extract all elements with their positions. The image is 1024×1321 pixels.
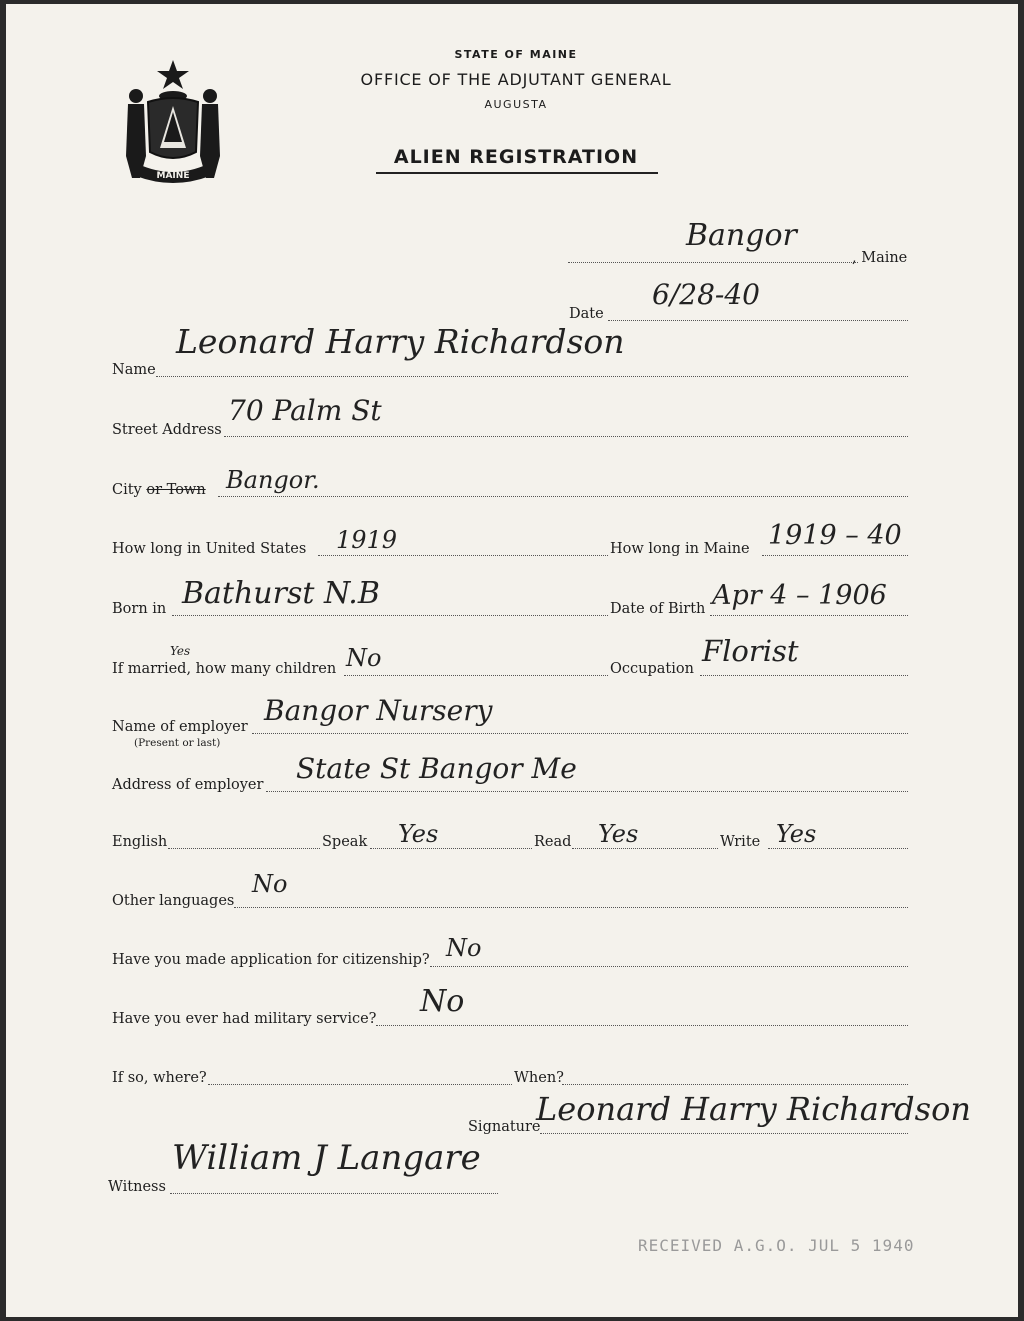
city-label-town: or Town [146,482,206,498]
street-label: Street Address [112,422,222,438]
city-label [112,482,206,498]
header-state: STATE OF MAINE [454,48,578,61]
read-line [572,848,718,849]
date-label: Date [569,306,604,322]
military-value[interactable]: No [420,984,465,1019]
occupation-label: Occupation [610,661,694,677]
other-languages-label: Other languages [112,893,235,909]
employer-address-label: Address of employer [112,777,264,793]
place-line [568,262,858,263]
us-years-value[interactable]: 1919 [336,526,398,554]
witness-label: Witness [108,1179,166,1195]
us-years-label: How long in United States [112,541,307,557]
header-office: OFFICE OF THE ADJUTANT GENERAL [360,70,672,89]
maine-years-label: How long in Maine [610,541,750,557]
speak-line [370,848,532,849]
citizenship-label: Have you made application for citizenship? [112,952,430,968]
employer-sublabel: (Present or last) [134,737,221,749]
seal-text: MAINE [156,171,190,181]
military-label: Have you ever had military service? [112,1011,377,1027]
employer-address-line [266,791,908,792]
street-value[interactable]: 70 Palm St [228,394,382,427]
read-label: Read [534,834,572,850]
city-value[interactable]: Bangor. [226,466,320,494]
born-line [172,615,608,616]
signature-line [540,1133,908,1134]
married-note: Yes [170,644,191,658]
state-of-maine-seal-icon [118,56,228,186]
read-value[interactable]: Yes [598,820,639,848]
write-label: Write [720,834,761,850]
name-value[interactable]: Leonard Harry Richardson [176,322,625,361]
received-stamp: RECEIVED A.G.O. JUL 5 1940 [638,1236,915,1255]
where-line [208,1084,512,1085]
born-label: Born in [112,601,167,617]
signature-value[interactable]: Leonard Harry Richardson [536,1090,971,1128]
speak-label: Speak [322,834,368,850]
occupation-value[interactable]: Florist [702,634,799,668]
military-line [376,1025,908,1026]
married-line [344,675,608,676]
citizenship-line [430,966,908,967]
witness-value[interactable]: William J Langare [172,1138,481,1178]
other-languages-line [234,907,908,908]
married-value[interactable]: No [346,644,382,672]
married-label: If married, how many children [112,661,337,677]
city-line [218,496,908,497]
english-line [168,848,320,849]
signature-label: Signature [468,1119,541,1135]
where-label: If so, where? [112,1070,207,1086]
citizenship-value[interactable]: No [446,934,482,962]
header-city: AUGUSTA [484,98,548,111]
place-value[interactable]: Bangor [686,218,797,253]
employer-value[interactable]: Bangor Nursery [264,694,493,727]
dob-value[interactable]: Apr 4 – 1906 [712,580,887,611]
occupation-line [700,675,908,676]
dob-line [710,615,908,616]
dob-label: Date of Birth [610,601,706,617]
name-label: Name [112,362,156,378]
employer-address-value[interactable]: State St Bangor Me [296,752,577,785]
registration-form [6,4,1018,1317]
place-suffix: , Maine [852,250,908,266]
date-line [608,320,908,321]
witness-line [170,1193,498,1194]
date-value[interactable]: 6/28-40 [652,278,760,311]
speak-value[interactable]: Yes [398,820,439,848]
born-value[interactable]: Bathurst N.B [182,576,380,611]
write-line [768,848,908,849]
employer-line [252,733,908,734]
when-label: When? [514,1070,564,1086]
us-years-line [318,555,608,556]
title-underline [376,172,658,174]
other-languages-value[interactable]: No [252,870,288,898]
employer-label: Name of employer [112,719,248,735]
maine-years-line [762,555,908,556]
street-line [224,436,908,437]
maine-years-value[interactable]: 1919 – 40 [768,520,902,551]
write-value[interactable]: Yes [776,820,817,848]
when-line [562,1084,908,1085]
city-label-city: City [112,482,147,498]
form-title: ALIEN REGISTRATION [393,146,639,168]
name-line [156,376,908,377]
english-label: English [112,834,168,850]
